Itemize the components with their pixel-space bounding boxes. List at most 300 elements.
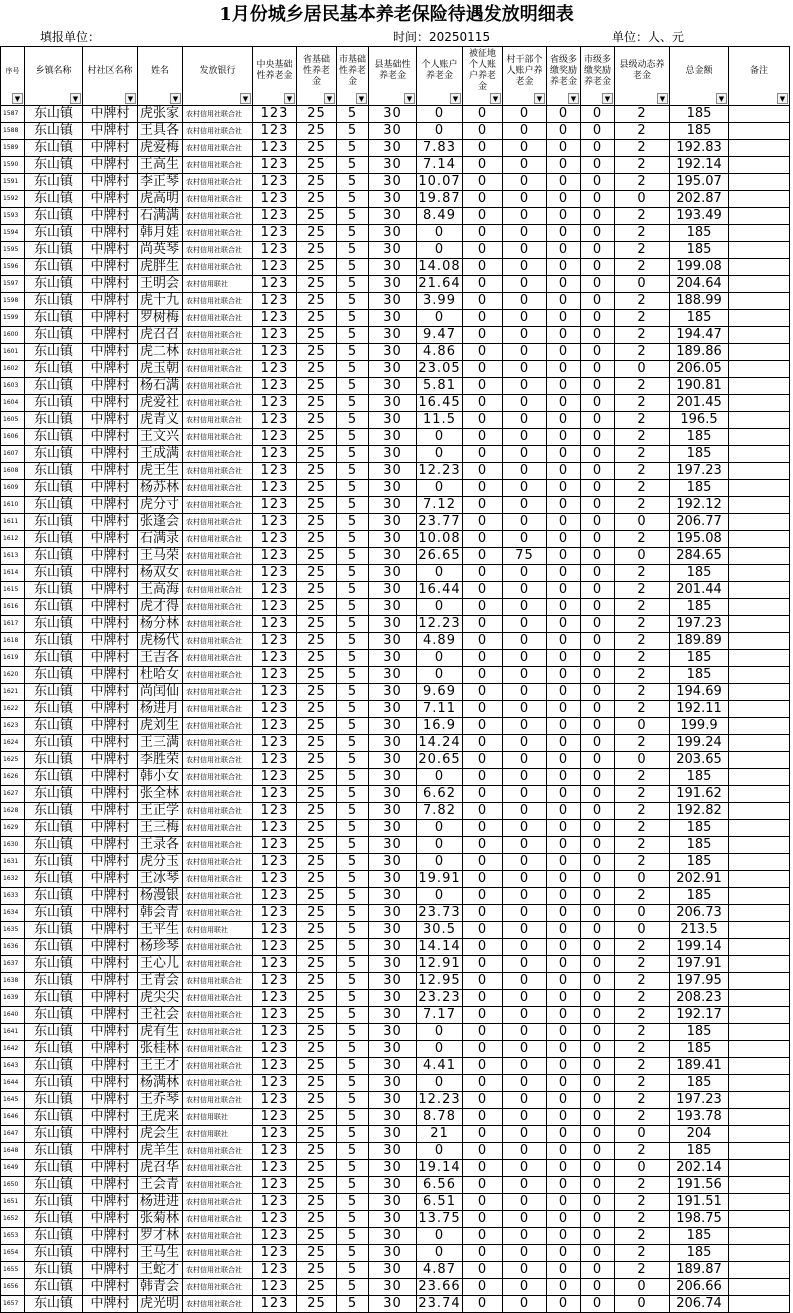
central-pension: 123 [253, 310, 297, 327]
village-cadre-pension: 0 [503, 463, 547, 480]
village-name: 中牌村 [83, 514, 138, 531]
total-amount: 197.23 [670, 616, 729, 633]
dropdown-filter-icon[interactable]: ▼ [657, 93, 668, 104]
row-number: 1608 [1, 463, 25, 480]
land-expropriated-pension: 0 [463, 1279, 503, 1296]
provincial-bonus: 0 [547, 633, 581, 650]
row-number: 1633 [1, 888, 25, 905]
provincial-bonus: 0 [547, 1143, 581, 1160]
land-expropriated-pension: 0 [463, 1007, 503, 1024]
municipal-bonus: 0 [581, 1007, 615, 1024]
dropdown-filter-icon[interactable]: ▼ [602, 93, 613, 104]
municipal-bonus: 0 [581, 939, 615, 956]
central-pension: 123 [253, 395, 297, 412]
remarks [729, 361, 790, 378]
dropdown-filter-icon[interactable]: ▼ [777, 93, 788, 104]
central-pension: 123 [253, 174, 297, 191]
table-row [1, 565, 790, 582]
provincial-pension: 25 [297, 1109, 337, 1126]
bank-name: 农村信用社联合社 [183, 1092, 253, 1109]
person-name: 王马生 [138, 1245, 183, 1262]
land-expropriated-pension: 0 [463, 616, 503, 633]
provincial-pension: 25 [297, 939, 337, 956]
municipal-bonus: 0 [581, 446, 615, 463]
dropdown-filter-icon[interactable]: ▼ [716, 93, 727, 104]
provincial-pension: 25 [297, 684, 337, 701]
land-expropriated-pension: 0 [463, 123, 503, 140]
person-name: 韩小女 [138, 769, 183, 786]
municipal-bonus: 0 [581, 820, 615, 837]
personal-account-pension: 0 [417, 106, 463, 123]
township-name: 东山镇 [25, 752, 83, 769]
provincial-pension: 25 [297, 599, 337, 616]
total-amount: 185 [670, 1228, 729, 1245]
land-expropriated-pension: 0 [463, 497, 503, 514]
row-number: 1622 [1, 701, 25, 718]
county-pension: 30 [369, 1058, 417, 1075]
county-pension: 30 [369, 1160, 417, 1177]
row-number: 1642 [1, 1041, 25, 1058]
county-dynamic-pension: 0 [615, 1126, 670, 1143]
total-amount: 198.75 [670, 1211, 729, 1228]
provincial-pension: 25 [297, 854, 337, 871]
total-amount: 185 [670, 310, 729, 327]
township-name: 东山镇 [25, 820, 83, 837]
row-number: 1636 [1, 939, 25, 956]
county-dynamic-pension: 2 [615, 803, 670, 820]
personal-account-pension: 3.99 [417, 293, 463, 310]
land-expropriated-pension: 0 [463, 684, 503, 701]
central-pension: 123 [253, 565, 297, 582]
municipal-bonus: 0 [581, 871, 615, 888]
provincial-pension: 25 [297, 412, 337, 429]
municipal-pension: 5 [337, 463, 369, 480]
county-dynamic-pension: 2 [615, 1058, 670, 1075]
provincial-bonus: 0 [547, 174, 581, 191]
provincial-pension: 25 [297, 1075, 337, 1092]
row-number: 1656 [1, 1279, 25, 1296]
provincial-pension: 25 [297, 310, 337, 327]
land-expropriated-pension: 0 [463, 157, 503, 174]
county-dynamic-pension: 2 [615, 616, 670, 633]
remarks [729, 497, 790, 514]
person-name: 尚英琴 [138, 242, 183, 259]
land-expropriated-pension: 0 [463, 446, 503, 463]
county-pension: 30 [369, 990, 417, 1007]
county-dynamic-pension: 2 [615, 412, 670, 429]
total-amount: 189.41 [670, 1058, 729, 1075]
personal-account-pension: 14.14 [418, 939, 461, 954]
municipal-pension: 5 [337, 412, 369, 429]
table-row [1, 616, 790, 633]
personal-account-pension: 0 [417, 1024, 463, 1041]
county-pension: 30 [369, 616, 417, 633]
township-name: 东山镇 [25, 1126, 83, 1143]
provincial-pension: 25 [297, 786, 337, 803]
provincial-bonus: 0 [547, 293, 581, 310]
total-amount: 185 [670, 1024, 729, 1041]
village-name: 中牌村 [83, 497, 138, 514]
bank-name: 农村信用社联合社 [183, 599, 253, 616]
dropdown-filter-icon[interactable]: ▼ [12, 93, 23, 104]
municipal-pension: 5 [337, 480, 369, 497]
county-dynamic-pension: 2 [615, 837, 670, 854]
village-name: 中牌村 [83, 1024, 138, 1041]
personal-account-pension: 4.41 [417, 1058, 463, 1075]
township-name: 东山镇 [25, 1194, 83, 1211]
county-dynamic-pension: 2 [615, 973, 670, 990]
municipal-pension: 5 [337, 939, 369, 956]
bank-name: 农村信用社联合社 [183, 225, 253, 242]
provincial-pension: 25 [297, 157, 337, 174]
central-pension: 123 [253, 582, 297, 599]
provincial-bonus: 0 [547, 769, 581, 786]
county-pension: 30 [369, 871, 417, 888]
dropdown-filter-icon[interactable]: ▼ [125, 93, 136, 104]
table-row [1, 650, 790, 667]
remarks [729, 531, 790, 548]
land-expropriated-pension: 0 [463, 191, 503, 208]
provincial-pension: 25 [297, 140, 337, 157]
personal-account-pension: 7.14 [417, 157, 463, 174]
municipal-pension: 5 [337, 208, 369, 225]
county-dynamic-pension: 2 [615, 956, 670, 973]
dropdown-filter-icon[interactable]: ▼ [450, 93, 461, 104]
land-expropriated-pension: 0 [463, 667, 503, 684]
person-name: 王王才 [138, 1058, 183, 1075]
land-expropriated-pension: 0 [463, 1296, 503, 1313]
provincial-pension: 25 [297, 259, 337, 276]
provincial-bonus: 0 [547, 735, 581, 752]
village-cadre-pension: 0 [503, 888, 547, 905]
row-number: 1631 [1, 854, 25, 871]
county-dynamic-pension: 2 [615, 242, 670, 259]
person-name: 虎尖尖 [138, 990, 183, 1007]
table-row [1, 667, 790, 684]
county-pension: 30 [369, 327, 417, 344]
land-expropriated-pension: 0 [463, 1211, 503, 1228]
row-number: 1629 [1, 820, 25, 837]
row-number: 1630 [1, 837, 25, 854]
county-pension: 30 [369, 633, 417, 650]
dropdown-filter-icon[interactable]: ▼ [284, 93, 295, 104]
person-name: 王成满 [138, 446, 183, 463]
municipal-pension: 5 [337, 123, 369, 140]
land-expropriated-pension: 0 [463, 582, 503, 599]
municipal-bonus: 0 [581, 922, 615, 939]
row-number: 1596 [1, 259, 25, 276]
dropdown-filter-icon[interactable]: ▼ [170, 93, 181, 104]
central-pension: 123 [253, 871, 297, 888]
bank-name: 农村信用社联合社 [183, 157, 253, 174]
township-name: 东山镇 [25, 701, 83, 718]
central-pension: 123 [253, 1262, 297, 1279]
bank-name: 农村信用联社 [183, 1109, 253, 1126]
person-name: 虎胖生 [138, 259, 183, 276]
person-name: 杨苏林 [138, 480, 183, 497]
municipal-pension: 5 [337, 650, 369, 667]
personal-account-pension: 16.44 [418, 582, 461, 597]
remarks [729, 973, 790, 990]
dropdown-filter-icon[interactable]: ▼ [534, 93, 545, 104]
county-dynamic-pension: 2 [615, 1177, 670, 1194]
bank-name: 农村信用社联合社 [183, 735, 253, 752]
village-name: 中牌村 [83, 854, 138, 871]
total-amount: 199.9 [670, 718, 729, 735]
land-expropriated-pension: 0 [463, 650, 503, 667]
village-name: 中牌村 [83, 208, 138, 225]
village-cadre-pension: 0 [503, 735, 547, 752]
provincial-bonus: 0 [547, 276, 581, 293]
person-name: 虎张家 [138, 106, 183, 123]
bank-name: 农村信用社联合社 [183, 429, 253, 446]
total-amount: 197.95 [670, 973, 729, 990]
county-pension: 30 [369, 701, 417, 718]
land-expropriated-pension: 0 [463, 378, 503, 395]
village-cadre-pension: 0 [503, 344, 547, 361]
personal-account-pension: 10.08 [418, 531, 461, 546]
total-amount: 185 [670, 123, 729, 140]
bank-name: 农村信用社联合社 [183, 208, 253, 225]
municipal-bonus: 0 [581, 174, 615, 191]
total-amount: 196.5 [670, 412, 729, 429]
county-dynamic-pension: 0 [615, 191, 670, 208]
row-number: 1614 [1, 565, 25, 582]
township-name: 东山镇 [25, 854, 83, 871]
township-name: 东山镇 [25, 208, 83, 225]
bank-name: 农村信用社联合社 [183, 752, 253, 769]
row-number: 1634 [1, 905, 25, 922]
township-name: 东山镇 [25, 259, 83, 276]
provincial-bonus: 0 [547, 480, 581, 497]
row-number: 1587 [1, 106, 25, 123]
personal-account-pension: 12.95 [418, 973, 461, 988]
dropdown-filter-icon[interactable]: ▼ [70, 93, 81, 104]
dropdown-filter-icon[interactable]: ▼ [568, 93, 579, 104]
person-name: 杨漫银 [138, 888, 183, 905]
total-amount: 192.12 [670, 497, 729, 514]
municipal-bonus: 0 [581, 463, 615, 480]
county-pension: 30 [369, 837, 417, 854]
municipal-bonus: 0 [581, 786, 615, 803]
personal-account-pension: 0 [417, 1245, 463, 1262]
total-amount: 199.24 [670, 735, 729, 752]
county-pension: 30 [369, 1024, 417, 1041]
table-row [1, 1177, 790, 1194]
bank-name: 农村信用社联合社 [183, 786, 253, 803]
table-row [1, 735, 790, 752]
municipal-bonus: 0 [581, 752, 615, 769]
person-name: 王三梅 [138, 820, 183, 837]
total-amount: 185 [670, 599, 729, 616]
provincial-pension: 25 [297, 514, 337, 531]
county-pension: 30 [369, 735, 417, 752]
personal-account-pension: 7.82 [417, 803, 463, 820]
county-dynamic-pension: 2 [615, 446, 670, 463]
dropdown-filter-icon[interactable]: ▼ [240, 93, 251, 104]
person-name: 韩会青 [138, 905, 183, 922]
township-name: 东山镇 [25, 1109, 83, 1126]
dropdown-filter-icon[interactable]: ▼ [324, 93, 335, 104]
village-cadre-pension: 0 [503, 701, 547, 718]
village-cadre-pension: 0 [503, 1092, 547, 1109]
table-row [1, 1245, 790, 1262]
row-number: 1649 [1, 1160, 25, 1177]
land-expropriated-pension: 0 [463, 1126, 503, 1143]
dropdown-filter-icon[interactable]: ▼ [490, 93, 501, 104]
village-name: 中牌村 [83, 1143, 138, 1160]
remarks [729, 667, 790, 684]
person-name: 杨双女 [138, 565, 183, 582]
personal-account-pension: 10.07 [418, 174, 461, 189]
table-row [1, 395, 790, 412]
provincial-bonus: 0 [547, 548, 581, 565]
county-pension: 30 [369, 480, 417, 497]
central-pension: 123 [253, 837, 297, 854]
municipal-pension: 5 [337, 395, 369, 412]
county-pension: 30 [369, 888, 417, 905]
municipal-pension: 5 [337, 888, 369, 905]
land-expropriated-pension: 0 [463, 1177, 503, 1194]
table-row [1, 701, 790, 718]
provincial-bonus: 0 [547, 752, 581, 769]
village-name: 中牌村 [83, 1092, 138, 1109]
village-cadre-pension: 0 [503, 1262, 547, 1279]
provincial-pension: 25 [297, 242, 337, 259]
personal-account-pension: 23.73 [418, 905, 461, 920]
remarks [729, 1194, 790, 1211]
personal-account-pension: 4.87 [417, 1262, 463, 1279]
county-pension: 30 [369, 276, 417, 293]
provincial-bonus: 0 [547, 446, 581, 463]
dropdown-filter-icon[interactable]: ▼ [356, 93, 367, 104]
provincial-bonus: 0 [547, 1228, 581, 1245]
provincial-bonus: 0 [547, 820, 581, 837]
bank-name: 农村信用社联合社 [183, 650, 253, 667]
person-name: 虎羊生 [138, 1143, 183, 1160]
person-name: 虎召华 [138, 1160, 183, 1177]
central-pension: 123 [253, 259, 297, 276]
village-name: 中牌村 [83, 973, 138, 990]
municipal-pension: 5 [337, 1279, 369, 1296]
bank-name: 农村信用社联合社 [183, 1143, 253, 1160]
central-pension: 123 [253, 1041, 297, 1058]
municipal-bonus: 0 [581, 157, 615, 174]
remarks [729, 293, 790, 310]
bank-name: 农村信用社联合社 [183, 174, 253, 191]
provincial-pension: 25 [297, 1143, 337, 1160]
personal-account-pension: 0 [417, 310, 463, 327]
provincial-bonus: 0 [547, 565, 581, 582]
municipal-pension: 5 [337, 310, 369, 327]
county-dynamic-pension: 0 [615, 922, 670, 939]
remarks [729, 106, 790, 123]
county-dynamic-pension: 2 [615, 106, 670, 123]
row-number: 1594 [1, 225, 25, 242]
village-cadre-pension: 0 [503, 497, 547, 514]
total-amount: 203.65 [670, 752, 729, 769]
township-name: 东山镇 [25, 1143, 83, 1160]
municipal-bonus: 0 [581, 1279, 615, 1296]
central-pension: 123 [253, 429, 297, 446]
total-amount: 195.08 [670, 531, 729, 548]
remarks [729, 140, 790, 157]
municipal-bonus: 0 [581, 480, 615, 497]
land-expropriated-pension: 0 [463, 1228, 503, 1245]
person-name: 杜哈女 [138, 667, 183, 684]
municipal-pension: 5 [337, 1024, 369, 1041]
person-name: 王社会 [138, 1007, 183, 1024]
central-pension: 123 [253, 293, 297, 310]
row-number: 1609 [1, 480, 25, 497]
table-row [1, 1194, 790, 1211]
personal-account-pension: 12.91 [418, 956, 461, 971]
table-row [1, 599, 790, 616]
land-expropriated-pension: 0 [463, 531, 503, 548]
remarks [729, 599, 790, 616]
land-expropriated-pension: 0 [463, 276, 503, 293]
remarks [729, 412, 790, 429]
dropdown-filter-icon[interactable]: ▼ [404, 93, 415, 104]
central-pension: 123 [253, 650, 297, 667]
provincial-bonus: 0 [547, 854, 581, 871]
person-name: 张桂林 [138, 1041, 183, 1058]
township-name: 东山镇 [25, 429, 83, 446]
person-name: 王高海 [138, 582, 183, 599]
municipal-bonus: 0 [581, 106, 615, 123]
municipal-bonus: 0 [581, 1296, 615, 1313]
village-cadre-pension: 0 [503, 1296, 547, 1313]
person-name: 虎爱社 [138, 395, 183, 412]
column-header [463, 47, 503, 106]
county-dynamic-pension: 2 [615, 1194, 670, 1211]
municipal-pension: 5 [337, 1007, 369, 1024]
provincial-bonus: 0 [547, 922, 581, 939]
provincial-pension: 25 [297, 208, 337, 225]
provincial-pension: 25 [297, 1160, 337, 1177]
personal-account-pension: 11.5 [417, 412, 463, 429]
county-pension: 30 [369, 1007, 417, 1024]
village-name: 中牌村 [83, 786, 138, 803]
column-header-label: 省基础性养老金 [302, 54, 330, 87]
township-name: 东山镇 [25, 378, 83, 395]
county-pension: 30 [369, 956, 417, 973]
village-cadre-pension: 0 [503, 684, 547, 701]
personal-account-pension: 13.75 [418, 1211, 461, 1226]
remarks [729, 616, 790, 633]
bank-name: 农村信用社联合社 [183, 310, 253, 327]
row-number: 1613 [1, 548, 25, 565]
village-name: 中牌村 [83, 361, 138, 378]
municipal-pension: 5 [337, 1092, 369, 1109]
central-pension: 123 [253, 1194, 297, 1211]
unit-of-measure: 单位：人、元 [612, 30, 685, 44]
person-name: 虎青义 [138, 412, 183, 429]
provincial-pension: 25 [297, 395, 337, 412]
column-header [83, 47, 138, 106]
county-pension: 30 [369, 803, 417, 820]
county-pension: 30 [369, 1279, 417, 1296]
remarks [729, 225, 790, 242]
county-pension: 30 [369, 191, 417, 208]
central-pension: 123 [253, 786, 297, 803]
provincial-bonus: 0 [547, 1262, 581, 1279]
village-name: 中牌村 [83, 480, 138, 497]
person-name: 石满满 [138, 208, 183, 225]
person-name: 虎会生 [138, 1126, 183, 1143]
county-dynamic-pension: 2 [615, 582, 670, 599]
land-expropriated-pension: 0 [463, 939, 503, 956]
